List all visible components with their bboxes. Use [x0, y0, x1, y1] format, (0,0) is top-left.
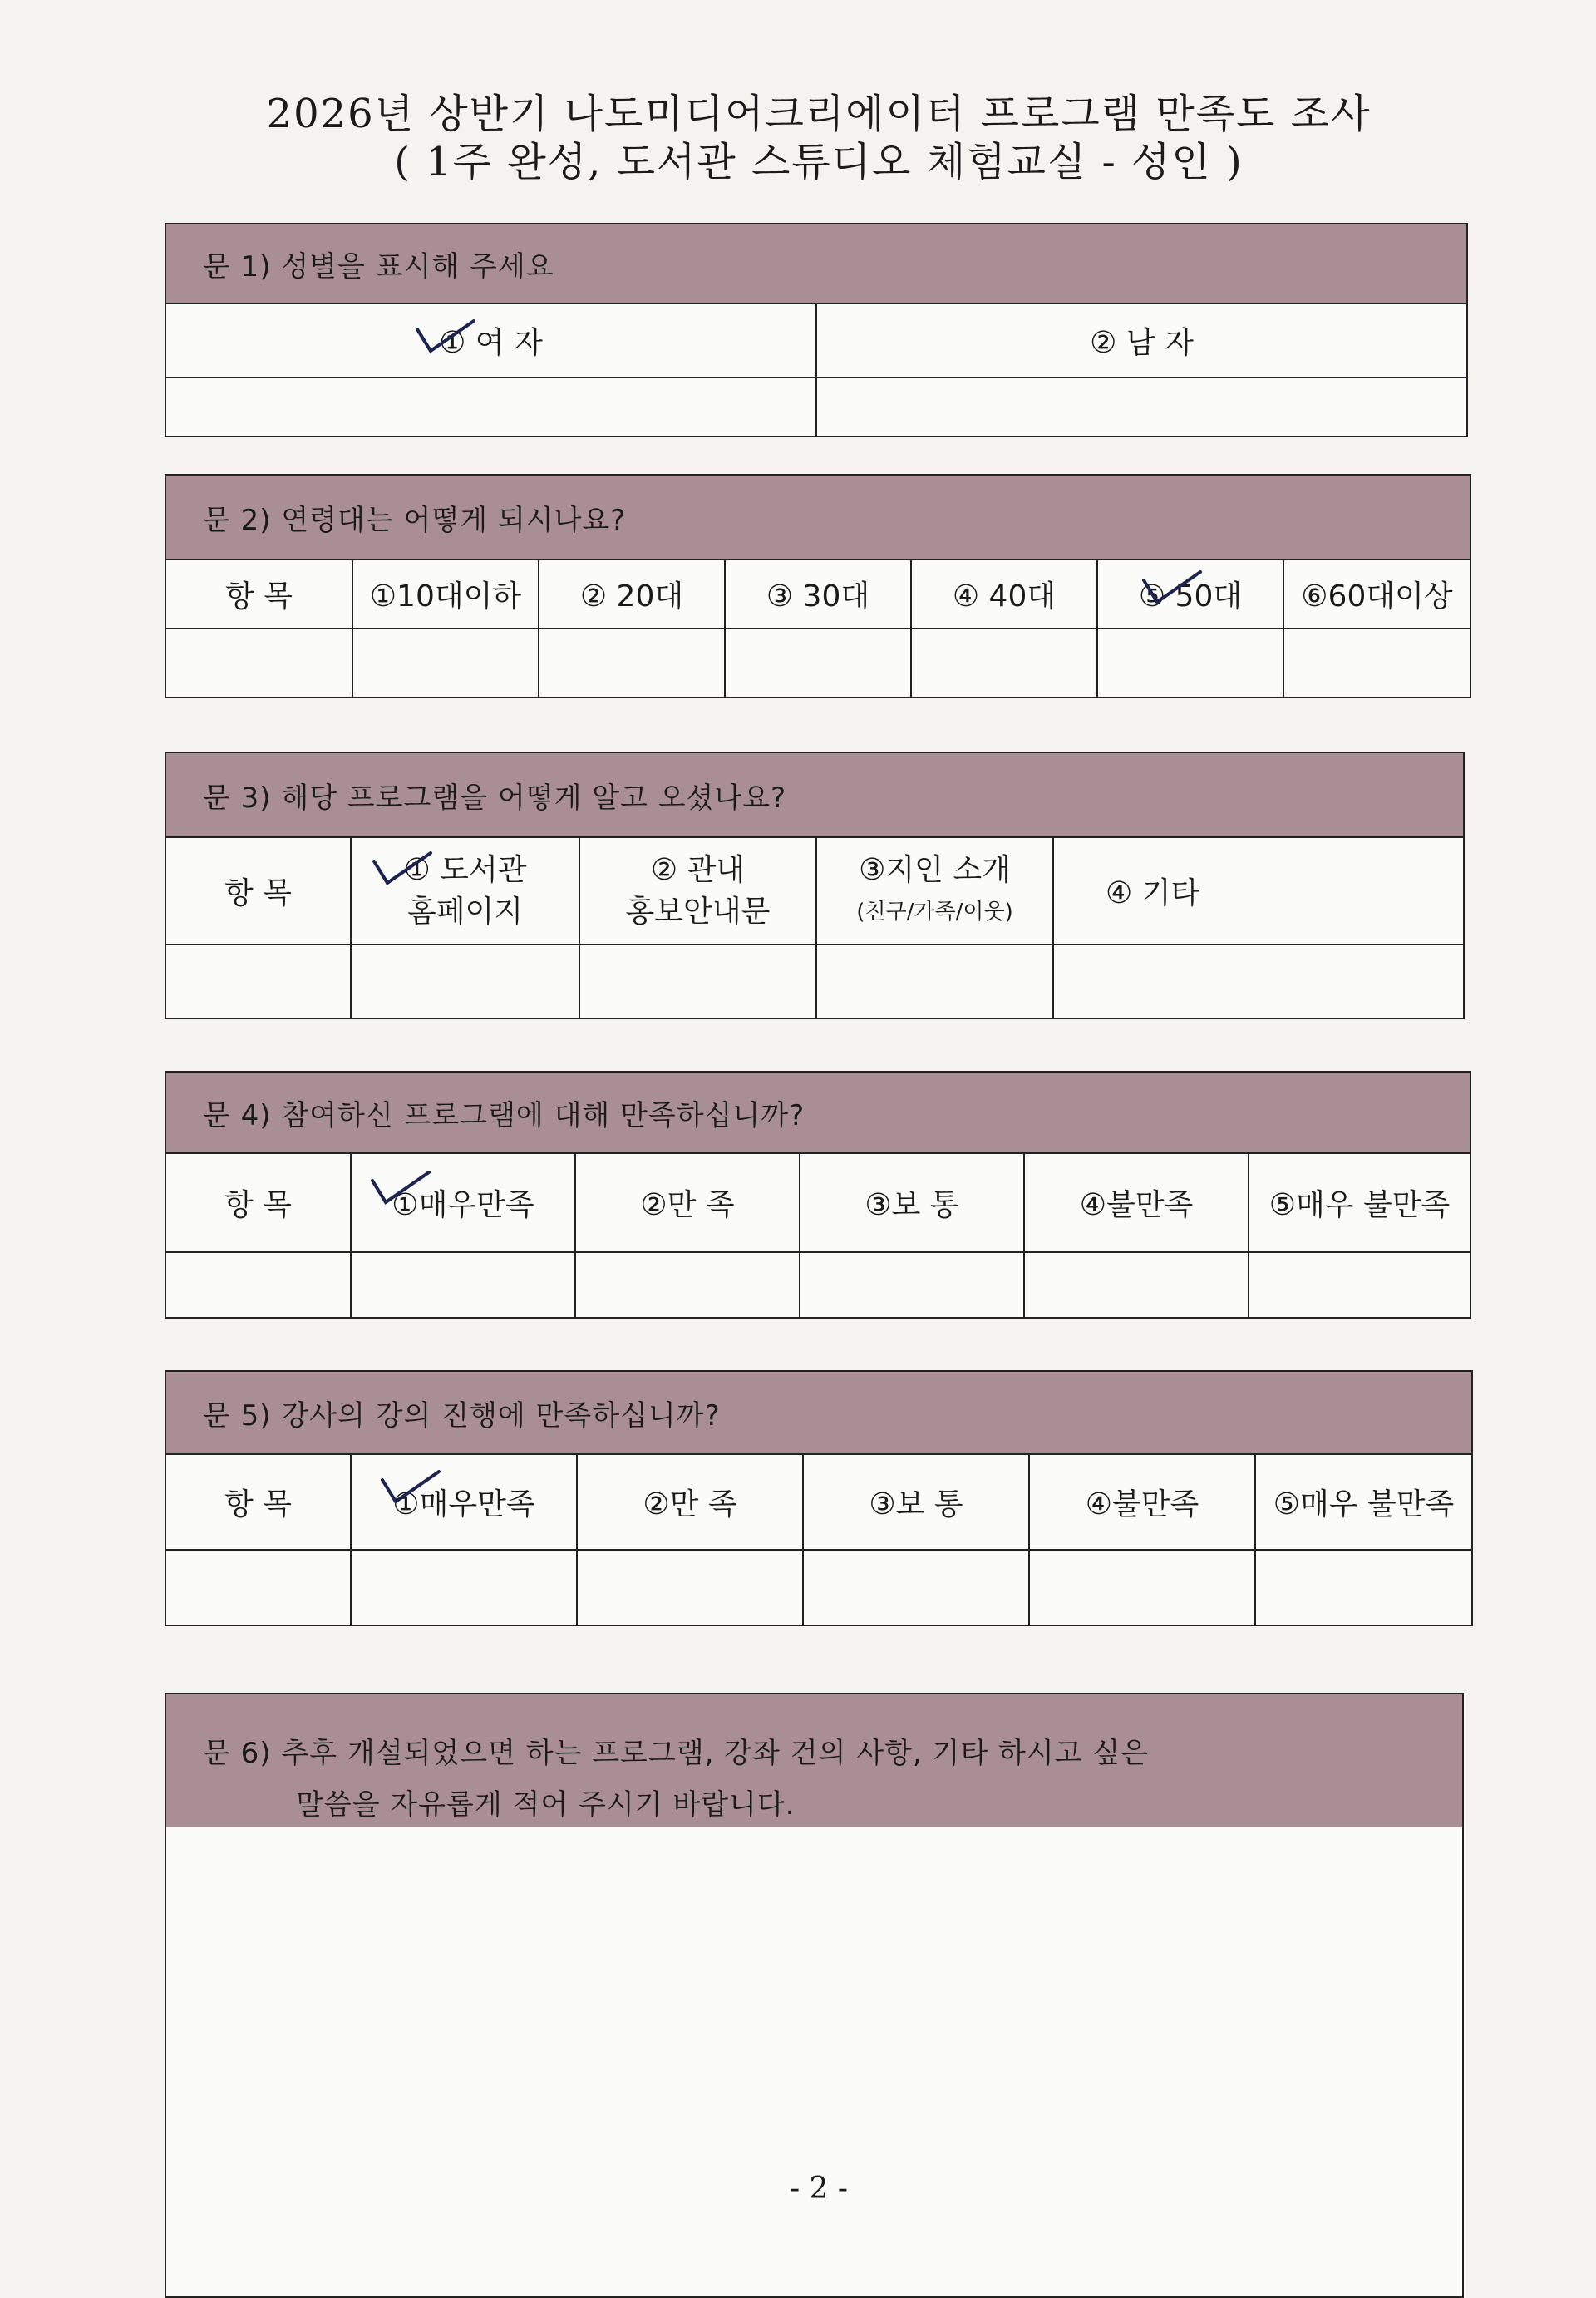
q5-answer-cell[interactable] [351, 1550, 577, 1625]
q3-answer-label-cell [166, 944, 351, 1018]
title-line-1: 2026년 상반기 나도미디어크리에이터 프로그램 만족도 조사 [266, 91, 1372, 137]
q2-answer-cell[interactable] [911, 629, 1097, 697]
q4-option-5[interactable]: ⑤매우 불만족 [1249, 1154, 1470, 1252]
q5-option-4[interactable]: ④불만족 [1029, 1455, 1255, 1550]
q4-answer-cell[interactable] [1024, 1252, 1249, 1317]
q5-answer-cell[interactable] [577, 1550, 803, 1625]
question-4-table [166, 1154, 1470, 1317]
q5-answer-cell[interactable] [1029, 1550, 1255, 1625]
q3-option-3-line2: (친구/가족/이웃) [856, 899, 1013, 925]
q4-option-3[interactable]: ③보 통 [800, 1154, 1024, 1252]
question-5-section [165, 1370, 1473, 1626]
question-2-section [165, 474, 1471, 698]
page-number: - 2 - [789, 2172, 849, 2206]
q2-option-4[interactable]: ④ 40대 [911, 560, 1097, 629]
q2-answer-cell[interactable] [1283, 629, 1470, 697]
q6-free-text-area[interactable] [165, 1827, 1464, 2298]
q4-option-1[interactable]: ①매우만족 [351, 1154, 575, 1252]
question-3-table [166, 838, 1463, 1018]
q4-answer-cell[interactable] [575, 1252, 800, 1317]
question-4-section [165, 1071, 1471, 1319]
q2-answer-cell[interactable] [539, 629, 725, 697]
q4-row-label: 항 목 [166, 1154, 351, 1252]
q3-option-4[interactable] [1053, 838, 1463, 944]
question-6-header [166, 1694, 1462, 1832]
q5-answer-label-cell [166, 1550, 351, 1625]
q3-answer-cell[interactable] [579, 944, 816, 1018]
question-6-header-line-1: 문 6) 추후 개설되었으면 하는 프로그램, 강좌 건의 사항, 기타 하시고 싶은 [203, 1737, 1150, 1770]
q5-answer-cell[interactable] [1255, 1550, 1471, 1625]
question-1-table [166, 304, 1466, 436]
question-3-section [165, 752, 1465, 1019]
q4-answer-cell[interactable] [800, 1252, 1024, 1317]
q4-option-4[interactable]: ④불만족 [1024, 1154, 1249, 1252]
q2-option-6[interactable]: ⑥60대이상 [1283, 560, 1470, 629]
q1-answer-cell-male[interactable] [816, 377, 1466, 436]
question-5-header: 문 5) 강사의 강의 진행에 만족하십니까? [166, 1372, 1471, 1455]
survey-title [0, 90, 1596, 186]
q2-answer-label-cell [166, 629, 352, 697]
question-2-header: 문 2) 연령대는 어떻게 되시나요? [166, 476, 1470, 560]
q4-answer-cell[interactable] [351, 1252, 575, 1317]
question-1-section [165, 223, 1468, 437]
q2-answer-cell[interactable] [725, 629, 911, 697]
q3-option-1-line1: ① 도서관 [403, 852, 527, 887]
question-1-header: 문 1) 성별을 표시해 주세요 [166, 224, 1466, 304]
check-mark-icon [379, 1468, 442, 1507]
q4-answer-cell[interactable] [1249, 1252, 1470, 1317]
q2-option-5[interactable]: ⑤ 50대 [1097, 560, 1283, 629]
title-line-2: ( 1주 완성, 도서관 스튜디오 체험교실 - 성인 ) [394, 139, 1244, 185]
q5-option-1[interactable]: ①매우만족 [351, 1455, 577, 1550]
q3-answer-cell[interactable] [351, 944, 579, 1018]
check-mark-icon [371, 850, 434, 888]
question-5-table [166, 1455, 1471, 1625]
q3-option-4-line1: ④ 기타 [1106, 876, 1200, 910]
q3-option-3[interactable] [816, 838, 1053, 944]
q2-option-2[interactable]: ② 20대 [539, 560, 725, 629]
q4-option-2[interactable]: ②만 족 [575, 1154, 800, 1252]
q2-option-3[interactable]: ③ 30대 [725, 560, 911, 629]
q3-answer-cell[interactable] [1053, 944, 1463, 1018]
q3-answer-cell[interactable] [816, 944, 1053, 1018]
q2-answer-cell[interactable] [1097, 629, 1283, 697]
q5-option-2[interactable]: ②만 족 [577, 1455, 803, 1550]
q3-option-2-line1: ② 관내 [650, 852, 746, 887]
q1-option-male[interactable]: ② 남 자 [816, 304, 1466, 377]
q1-answer-cell-female[interactable] [166, 377, 816, 436]
check-mark-icon [1140, 569, 1204, 607]
q5-row-label: 항 목 [166, 1455, 351, 1550]
question-6-header-line-2: 말씀을 자유롭게 적어 주시기 바랍니다. [296, 1788, 796, 1822]
q3-option-2[interactable] [579, 838, 816, 944]
q4-answer-label-cell [166, 1252, 351, 1317]
check-mark-icon [414, 318, 477, 356]
question-2-table [166, 560, 1470, 697]
q1-option-female[interactable]: ① 여 자 [166, 304, 816, 377]
q5-option-5[interactable]: ⑤매우 불만족 [1255, 1455, 1471, 1550]
q5-option-3[interactable]: ③보 통 [803, 1455, 1029, 1550]
q3-option-1-line2: 홈페이지 [406, 894, 524, 929]
question-6-section [165, 1693, 1464, 1831]
question-3-header: 문 3) 해당 프로그램을 어떻게 알고 오셨나요? [166, 753, 1463, 838]
question-4-header: 문 4) 참여하신 프로그램에 대해 만족하십니까? [166, 1073, 1470, 1154]
q3-row-label: 항 목 [166, 838, 351, 944]
q3-option-2-line2: 홍보안내문 [625, 894, 771, 929]
check-mark-icon [369, 1169, 432, 1207]
q2-row-label: 항 목 [166, 560, 352, 629]
q2-option-1[interactable]: ①10대이하 [352, 560, 539, 629]
q3-option-3-line1: ③지인 소개 [859, 852, 1011, 887]
q5-answer-cell[interactable] [803, 1550, 1029, 1625]
q2-answer-cell[interactable] [352, 629, 539, 697]
